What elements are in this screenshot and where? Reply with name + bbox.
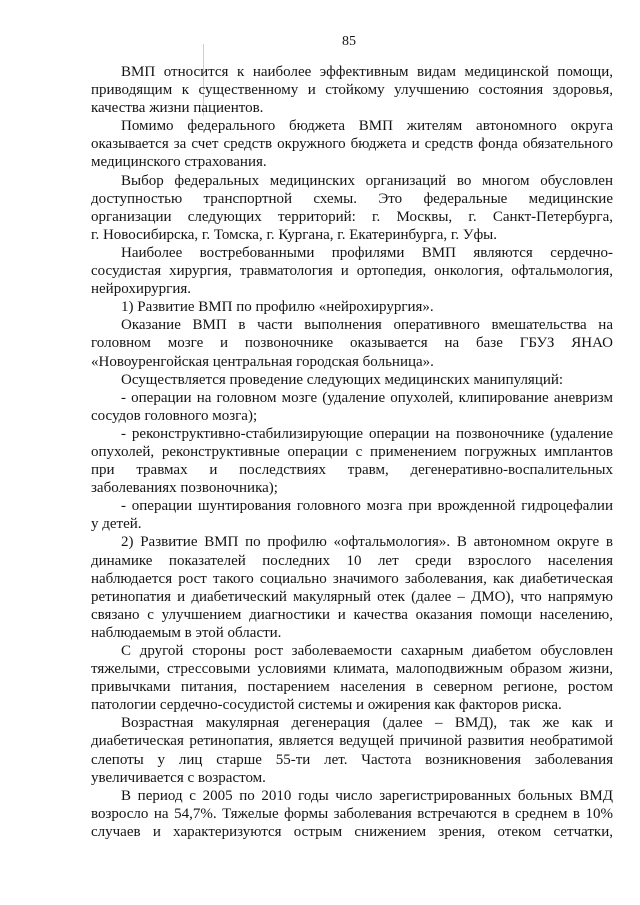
text-line: Наиболее востребованными профилями ВМП являются сердечно-	[121, 244, 613, 261]
text-line: качества жизни пациентов.	[91, 100, 264, 117]
text-line: Оказание ВМП в части выполнения оперативного вмешательства на	[121, 317, 613, 334]
list-item	[91, 497, 613, 533]
text-line: сосудистая хирургия, травматология и ортопедия, онкология, офтальмология,	[91, 263, 613, 280]
text-line: - операции шунтирования головного мозга при врожденной гидроцефалии	[121, 498, 613, 515]
text-line: случаев и характеризуются острым снижением зрения, отеком сетчатки,	[91, 823, 613, 840]
text-line: ВМП относится к наиболее эффективным видам медицинской помощи,	[121, 64, 613, 80]
text-line: С другой стороны рост заболеваемости сахарным диабетом обусловлен	[121, 643, 613, 659]
text-line: возросло на 54,7%. Тяжелые формы заболевания встречаются в среднем в 10%	[91, 805, 613, 822]
paragraph	[91, 172, 613, 244]
list-item	[91, 425, 613, 497]
text-line: тяжелыми, стрессовыми условиями климата, малоподвижным образом жизни,	[91, 661, 613, 678]
list-item	[91, 389, 613, 425]
text-line: приводящим к существенному и стойкому улучшению состояния здоровья,	[91, 82, 613, 99]
text-line: диабетическая ретинопатия, является ведущей причиной развития необратимой	[91, 733, 613, 750]
text-line: Осуществляется проведение следующих медицинских манипуляций:	[121, 371, 564, 388]
text-line: г. Новосибирска, г. Томска, г. Кургана, г. Екатеринбурга, г. Уфы.	[91, 226, 497, 243]
text-line: В период с 2005 по 2010 годы число зарегистрированных больных ВМД	[121, 787, 613, 804]
paragraph	[91, 371, 613, 389]
paragraph	[91, 714, 613, 786]
text-line: наблюдаемым в этой области.	[91, 624, 282, 641]
text-line: головном мозге и позвоночнике оказывается на базе ГБУЗ ЯНАО	[91, 335, 613, 352]
text-line: нейрохирургия.	[91, 281, 191, 298]
text-line: 1) Развитие ВМП по профилю «нейрохирургия».	[121, 299, 434, 316]
paragraph	[91, 533, 613, 642]
text-line: увеличивается с возрастом.	[91, 769, 266, 786]
paragraph	[91, 787, 613, 841]
text-line: - операции на головном мозге (удаление опухолей, клипирование аневризм	[121, 389, 613, 406]
section-heading-neurosurgery	[91, 298, 613, 316]
text-line: динамике показателей последних 10 лет среди взрослого населения	[91, 552, 613, 569]
text-line: опухолей, реконструктивные операции с применением погружных имплантов	[91, 443, 613, 460]
paragraph	[91, 244, 613, 298]
page-number: 85	[342, 34, 356, 49]
body-text	[91, 63, 613, 841]
text-line: Возрастная макулярная дегенерация (далее – ВМД), так же как и	[121, 715, 613, 732]
text-line: при травмах и последствиях травм, дегенеративно-воспалительных	[91, 462, 613, 479]
paragraph	[91, 642, 613, 714]
text-line: Помимо федерального бюджета ВМП жителям автономного округа	[121, 118, 613, 135]
text-line: связано с улучшением диагностики и качества оказания помощи населению,	[91, 606, 613, 623]
text-line: доступностью транспортной схемы. Это федеральные медицинские	[91, 190, 613, 207]
text-line: патологии сердечно-сосудистой системы и ожирения как факторов риска.	[91, 697, 562, 714]
text-line: у детей.	[91, 516, 142, 533]
text-line: «Новоуренгойская центральная городская больница».	[91, 353, 434, 370]
text-line: - реконструктивно-стабилизирующие операции на позвоночнике (удаление	[121, 425, 613, 442]
text-line: организации следующих территорий: г. Москвы, г. Санкт-Петербурга,	[91, 208, 613, 225]
paragraph	[91, 63, 613, 117]
text-line: наблюдается рост такого социально значимого заболевания, как диабетическая	[91, 570, 613, 587]
text-line: слепоты у лиц старше 55-ти лет. Частота возникновения заболевания	[91, 751, 613, 768]
text-line: медицинского страхования.	[91, 154, 267, 171]
text-line: оказывается за счет средств окружного бюджета и средств фонда обязательного	[91, 136, 613, 153]
text-line: Выбор федеральных медицинских организаций во многом обусловлен	[121, 172, 613, 189]
paragraph	[91, 117, 613, 171]
text-line: заболеваниях позвоночника);	[91, 480, 278, 497]
text-line: ретинопатия и диабетический макулярный отек (далее – ДМО), что напрямую	[91, 588, 613, 605]
text-line: сосудов головного мозга);	[91, 407, 258, 424]
text-line: 2) Развитие ВМП по профилю «офтальмология». В автономном округе в	[121, 534, 613, 551]
text-line: привычками питания, постарением населения в северном регионе, ростом	[91, 679, 613, 696]
paragraph	[91, 316, 613, 370]
